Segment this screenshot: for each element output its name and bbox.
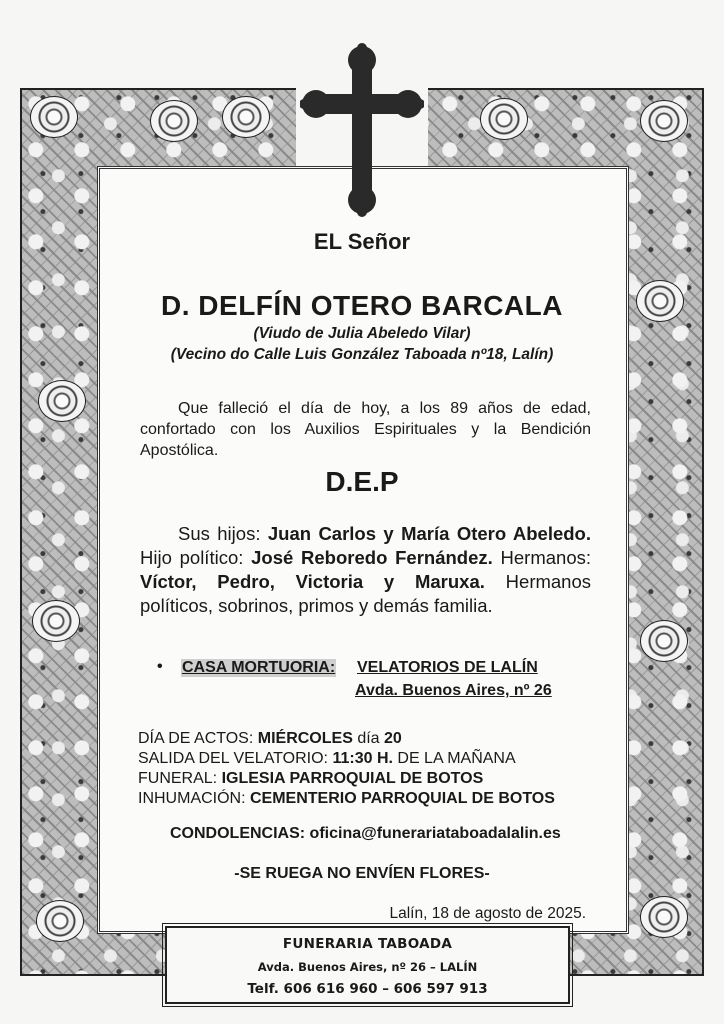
acts-label: DÍA DE ACTOS: — [138, 730, 258, 747]
rose-ornament — [32, 600, 80, 642]
place-date: Lalín, 18 de agosto de 2025. — [389, 905, 586, 922]
acts-value: 11:30 H. — [332, 750, 393, 767]
acts-value: IGLESIA PARROQUIAL DE BOTOS — [221, 770, 484, 787]
children-names: Juan Carlos y María Otero Abeledo. — [267, 523, 591, 544]
funeral-company-box — [165, 926, 570, 1004]
funeral-home-address: Avda. Buenos Aires, nº 26 — [355, 682, 552, 699]
other-relatives: Hermanos políticos, sobrinos, primos y demás familia. — [140, 571, 592, 616]
acts-value: CEMENTERIO PARROQUIAL DE BOTOS — [250, 790, 555, 807]
acts-row-funeral — [138, 769, 555, 789]
company-phones: Telf. 606 616 960 – 606 597 913 — [247, 981, 488, 997]
acts-label: INHUMACIÓN: — [138, 790, 250, 807]
acts-row-departure — [138, 749, 555, 769]
cross-icon — [300, 42, 424, 218]
acts-suffix-bold: 20 — [384, 730, 402, 747]
widow-note: (Viudo de Julia Abeledo Vilar) — [253, 325, 471, 342]
acts-label: FUNERAL: — [138, 770, 222, 787]
acts-schedule — [138, 729, 555, 809]
rose-ornament — [222, 96, 270, 138]
neighbor-note: (Vecino do Calle Luis González Taboada nº18, Lalín) — [170, 346, 554, 363]
acts-label: SALIDA DEL VELATORIO: — [138, 750, 333, 767]
acts-suffix: DE LA MAÑANA — [392, 750, 516, 767]
acts-value: MIÉRCOLES — [257, 730, 353, 747]
siblings-names: Víctor, Pedro, Victoria y Maruxa. — [140, 571, 485, 592]
son-in-law-name: José Reboredo Fernández. — [251, 547, 493, 568]
funeral-home-label: CASA MORTUORIA: — [182, 659, 336, 676]
children-label: Sus hijos: — [178, 523, 261, 544]
company-name: FUNERARIA TABOADA — [282, 936, 453, 952]
rose-ornament — [640, 100, 688, 142]
bullet-icon: • — [157, 658, 163, 675]
dep-heading: D.E.P — [325, 466, 399, 497]
company-address: Avda. Buenos Aires, nº 26 – LALÍN — [257, 960, 478, 974]
honorific-title: EL Señor — [313, 229, 411, 254]
condolences-email: CONDOLENCIAS: oficina@funerariataboadalalin.es — [170, 825, 561, 842]
rose-ornament — [38, 380, 86, 422]
death-announcement — [140, 398, 591, 461]
acts-suffix: día — [352, 730, 385, 747]
acts-row-burial — [138, 789, 555, 809]
siblings-label: Hermanos: — [500, 547, 592, 568]
death-announcement-text: Que falleció el día de hoy, a los 89 años de edad, confortado con los Auxilios Espirituales y la Bendición Apostólica. — [140, 400, 591, 459]
rose-ornament — [640, 620, 688, 662]
rose-ornament — [150, 100, 198, 142]
funeral-home-name: VELATORIOS DE LALÍN — [357, 659, 538, 676]
son-in-law-label: Hijo político: — [140, 547, 244, 568]
deceased-name: D. DELFÍN OTERO BARCALA — [161, 290, 563, 321]
no-flowers-note: -SE RUEGA NO ENVÍEN FLORES- — [234, 865, 490, 882]
rose-ornament — [36, 900, 84, 942]
family-paragraph — [140, 522, 591, 618]
acts-row-day — [138, 729, 555, 749]
rose-ornament — [30, 96, 78, 138]
rose-ornament — [480, 98, 528, 140]
rose-ornament — [640, 896, 688, 938]
